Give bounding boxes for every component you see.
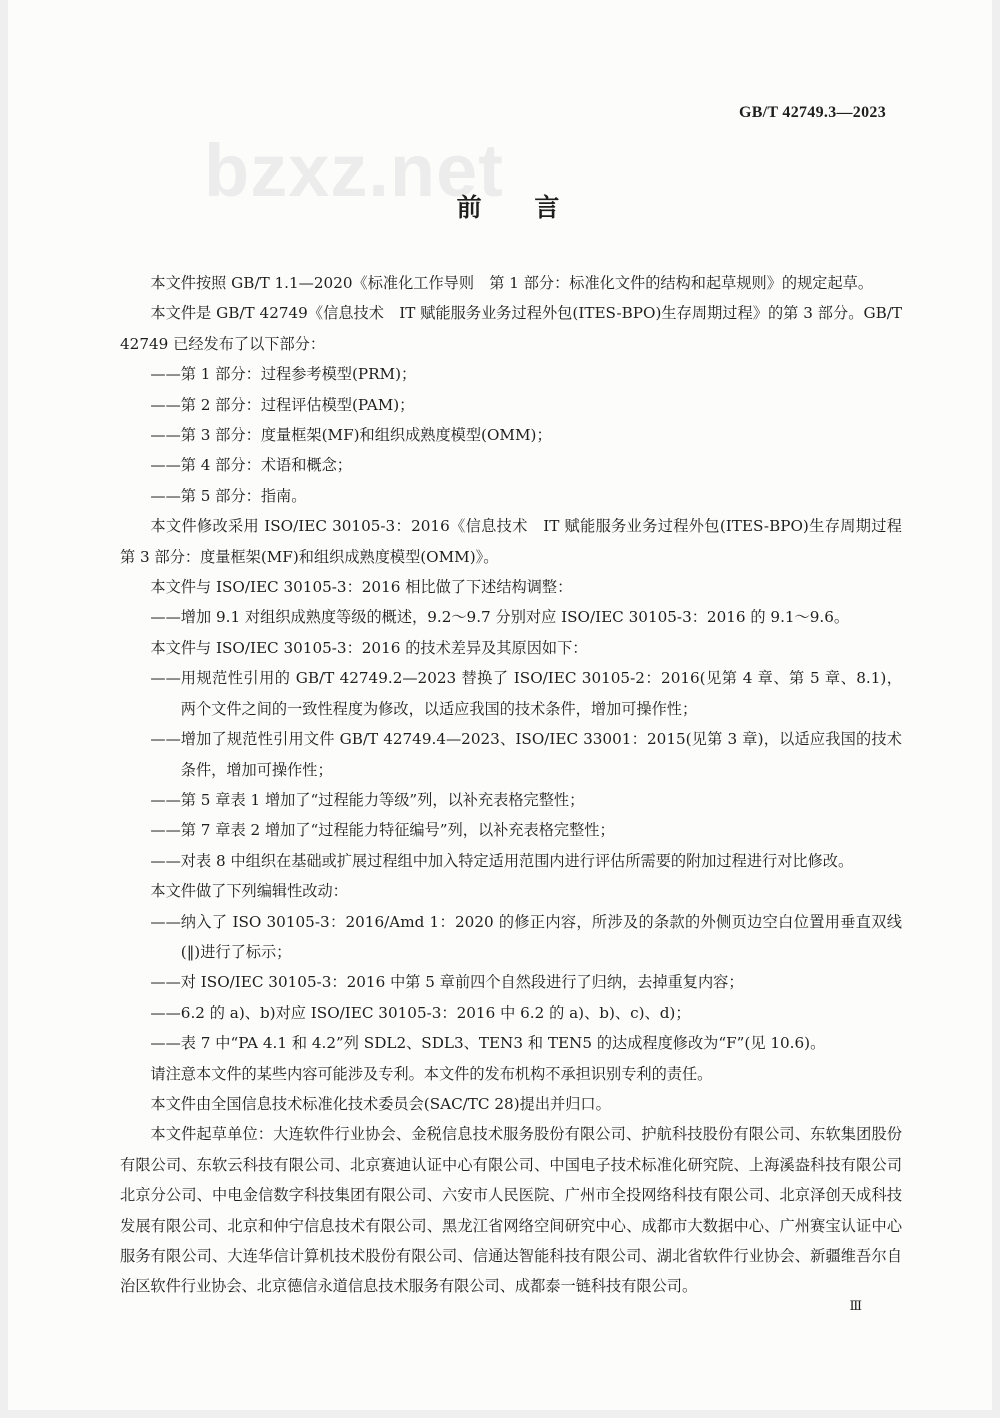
list-item-text: 第 7 章表 2 增加了“过程能力特征编号”列，以补充表格完整性； [180,821,615,840]
dash-list-item [120,907,902,968]
paragraph: 本文件做了下列编辑性改动： [150,882,348,901]
list-item-text: 对表 8 中组织在基础或扩展过程组中加入特定适用范围内进行评估所需要的附加过程进行对比修改。 [180,851,854,870]
list-item-text: 6.2 的 a)、b)对应 ISO/IEC 30105-3：2016 中 6.2 的 a)、b)、c)、d)； [180,1003,691,1022]
dash-marker: —— [150,973,181,992]
paragraph: 本文件起草单位：大连软件行业协会、金税信息技术服务股份有限公司、护航科技股份有限公司、东软集团股份有限公司、东软云科技有限公司、北京赛迪认证中心有限公司、中国电子技术标准化研究院、上海溪盎科技有限公司北京分公司、中电金信数字科技集团有限公司、六安市人民医院、广州市全投网络科技有限公司、北京泽创天成科技发展有限公司、北京和仲宁信息技术有限公司、黑龙江省网络空间研究中心、成都市大数据中心、广州赛宝认证中心服务有限公司、大连华信计算机技术股份有限公司、信通达智能科技有限公司、湖北省软件行业协会、新疆维吾尔自治区软件行业协会、北京德信永道信息技术服务有限公司、成都泰一链科技有限公司。 [120,1125,902,1296]
standard-code-header: GB/T 42749.3—2023 [738,104,886,121]
list-item-text: 第 5 部分：指南。 [180,486,307,505]
list-item-text: 增加了规范性引用文件 GB/T 42749.4—2023、ISO/IEC 33001：2015(见第 3 章)，以适应我国的技术条件，增加可操作性； [180,730,902,779]
paragraph: 本文件由全国信息技术标准化技术委员会(SAC/TC 28)提出并归口。 [150,1094,611,1113]
dash-list-item [120,359,902,389]
dash-list-item [120,420,902,450]
dash-list-item [120,390,902,420]
dash-list-item [120,724,902,785]
dash-list-item [120,602,902,632]
paragraph: 本文件与 ISO/IEC 30105-3：2016 的技术差异及其原因如下： [150,638,588,657]
document-page [8,0,992,1410]
paragraph: 请注意本文件的某些内容可能涉及专利。本文件的发布机构不承担识别专利的责任。 [150,1064,713,1083]
list-item-text: 第 5 章表 1 增加了“过程能力等级”列，以补充表格完整性； [180,790,585,809]
list-item-text: 增加 9.1 对组织成熟度等级的概述，9.2～9.7 分别对应 ISO/IEC 30105-3：2016 的 9.1～9.6。 [180,608,850,627]
dash-list-item [120,785,902,815]
list-item-text: 第 4 部分：术语和概念； [180,456,352,475]
list-item-text: 第 3 部分：度量框架(MF)和组织成熟度模型(OMM)； [180,426,552,445]
dash-marker: —— [150,426,181,445]
dash-list-item [120,846,902,876]
dash-list-item [120,998,902,1028]
watermark: bzxz.net [204,129,504,212]
list-item-text: 对 ISO/IEC 30105-3：2016 中第 5 章前四个自然段进行了归纳，去掉重复内容； [180,973,744,992]
dash-marker: —— [150,486,181,505]
dash-list-item [120,450,902,480]
dash-marker: —— [150,821,181,840]
dash-list-item [120,967,902,997]
dash-list-item [120,481,902,511]
dash-marker: —— [150,790,181,809]
paragraph: 本文件修改采用 ISO/IEC 30105-3：2016《信息技术 IT 赋能服务业务过程外包(ITES-BPO)生存周期过程 第 3 部分：度量框架(MF)和组织成熟度模型(OMM)》。 [120,517,918,566]
dash-marker: —— [150,851,181,870]
page-title: 前 言 [456,193,582,222]
list-item-text: 第 1 部分：过程参考模型(PRM)； [180,365,417,384]
list-item-text: 表 7 中“PA 4.1 和 4.2”列 SDL2、SDL3、TEN3 和 TEN5 的达成程度修改为“F”(见 10.6)。 [180,1034,826,1053]
dash-list-item [120,663,902,724]
dash-marker: —— [150,1003,181,1022]
dash-marker: —— [150,1034,181,1053]
dash-list-item [120,815,902,845]
dash-marker: —— [150,395,181,414]
dash-marker: —— [150,365,181,384]
list-item-text: 用规范性引用的 GB/T 42749.2—2023 替换了 ISO/IEC 30105-2：2016(见第 4 章、第 5 章、8.1)，两个文件之间的一致性程度为修改，以适应我国的技术条件，增加可操作性； [180,669,902,718]
dash-marker: —— [150,608,181,627]
dash-list-item [120,1028,902,1058]
dash-marker: —— [150,912,181,931]
dash-marker: —— [150,730,181,749]
paragraph: 本文件是 GB/T 42749《信息技术 IT 赋能服务业务过程外包(ITES-BPO)生存周期过程》的第 3 部分。GB/T 42749 已经发布了以下部分： [120,304,902,353]
dash-marker: —— [150,669,181,688]
page-number: Ⅲ [849,1298,862,1313]
list-item-text: 纳入了 ISO 30105-3：2016/Amd 1：2020 的修正内容，所涉及的条款的外侧页边空白位置用垂直双线(‖)进行了标示； [180,912,902,961]
paragraph: 本文件按照 GB/T 1.1—2020《标准化工作导则 第 1 部分：标准化文件的结构和起草规则》的规定起草。 [150,274,874,292]
list-item-text: 第 2 部分：过程评估模型(PAM)； [180,395,415,414]
document-body [120,268,918,1302]
paragraph: 本文件与 ISO/IEC 30105-3：2016 相比做了下述结构调整： [150,578,573,597]
dash-marker: —— [150,456,181,475]
